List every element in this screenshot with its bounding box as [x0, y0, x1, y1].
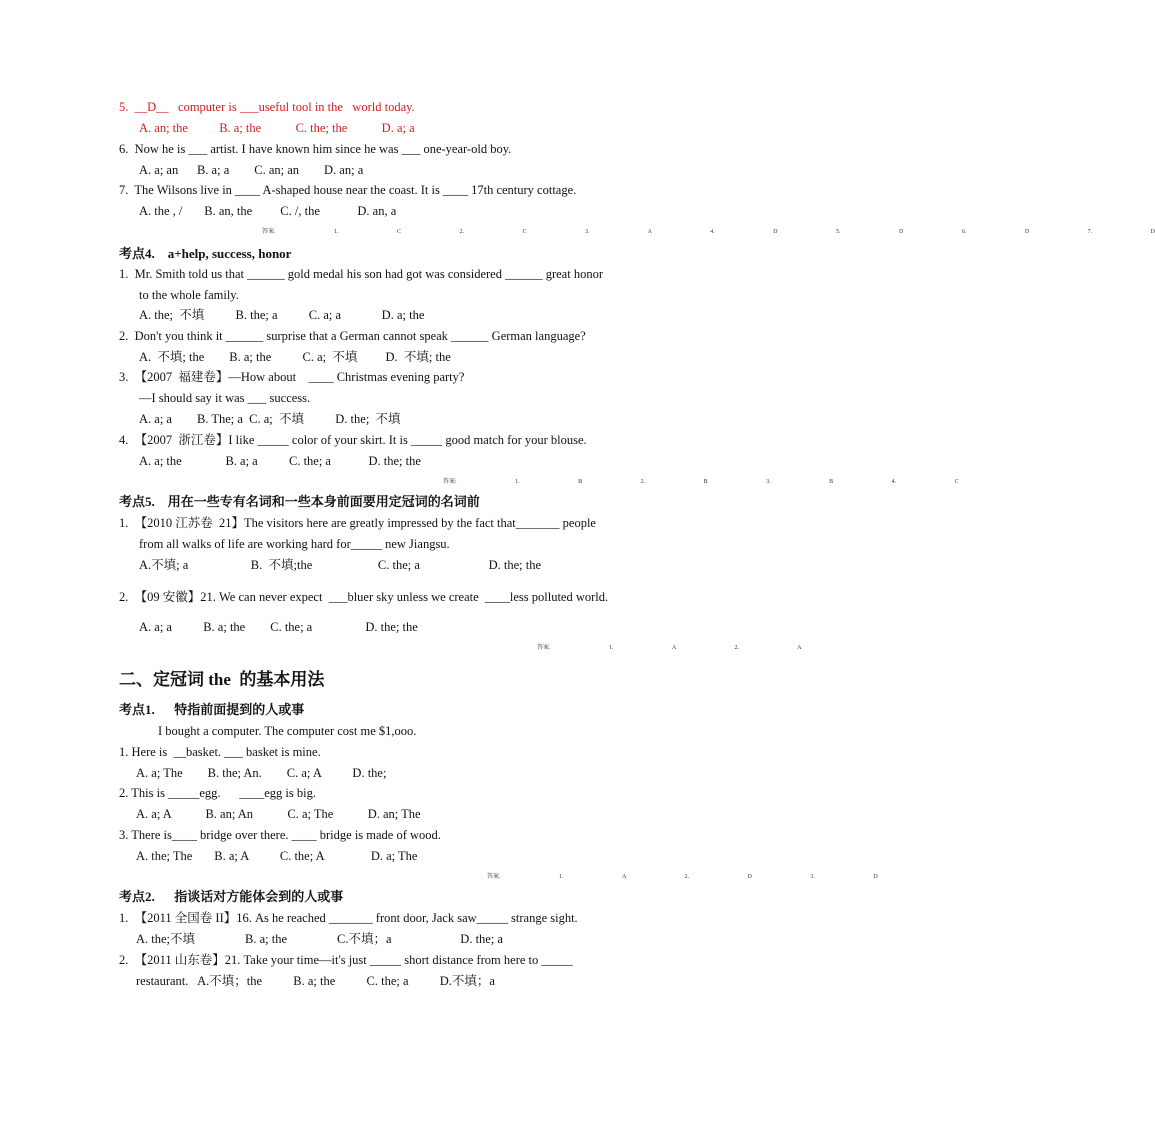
- answer-key: 答案. 1. A 2. A: [537, 645, 802, 651]
- topic-heading: 考点2. 指谈话对方能体会到的人或事: [119, 889, 344, 904]
- answer-key: 答案. 1. C 2. C 3. A 4. D 5. D 6. D 7. D: [262, 229, 1155, 235]
- topic-heading: 考点4. a+help, success, honor: [119, 246, 292, 261]
- text-line: 2. This is _____egg. ____egg is big.: [119, 786, 316, 800]
- text-line: A. an; the B. a; the C. the; the D. a; a: [139, 121, 415, 135]
- text-line: A.不填; a B. 不填;the C. the; a D. the; the: [139, 558, 542, 572]
- text-line: from all walks of life are working hard for_____ new Jiangsu.: [139, 537, 450, 551]
- text-line: 2. 【09 安徽】21. We can never expect ___bluer sky unless we create ____less polluted world.: [119, 590, 609, 604]
- text-line: A. a; The B. the; An. C. a; A D. the;: [136, 766, 387, 780]
- text-line: A. the;不填 B. a; the C.不填；a D. the; a: [136, 932, 503, 946]
- text-line: 1. 【2011 全国卷 II】16. As he reached _______ front door, Jack saw_____ strange sight.: [119, 911, 578, 925]
- text-line: A. a; a B. The; a C. a; 不填 D. the; 不填: [139, 412, 401, 426]
- section-heading: 二、定冠词 the 的基本用法: [119, 670, 325, 689]
- text-line: 5. __D__ computer is ___useful tool in the world today.: [119, 100, 415, 114]
- text-line: 1. 【2010 江苏卷 21】The visitors here are greatly impressed by the fact that_______ people: [119, 516, 596, 530]
- text-line: A. the; 不填 B. the; a C. a; a D. a; the: [139, 308, 425, 322]
- topic-heading: 考点5. 用在一些专有名词和一些本身前面要用定冠词的名词前: [119, 494, 480, 509]
- text-line: A. a; A B. an; An C. a; The D. an; The: [136, 807, 421, 821]
- text-line: A. the , / B. an, the C. /, the D. an, a: [139, 204, 397, 218]
- answer-key: 答案. 1. A 2. D 3. D: [487, 874, 878, 880]
- text-line: 1. Here is __basket. ___ basket is mine.: [119, 745, 321, 759]
- topic-heading: 考点1. 特指前面提到的人或事: [119, 702, 305, 717]
- text-line: 3. 【2007 福建卷】—How about ____ Christmas evening party?: [119, 370, 465, 384]
- text-line: A. the; The B. a; A C. the; A D. a; The: [136, 849, 418, 863]
- text-line: restaurant. A.不填；the B. a; the C. the; a D.不填；a: [136, 974, 495, 988]
- text-line: I bought a computer. The computer cost me $1,ooo.: [158, 724, 417, 738]
- text-line: A. a; the B. a; a C. the; a D. the; the: [139, 454, 421, 468]
- text-line: A. a; a B. a; the C. the; a D. the; the: [139, 620, 418, 634]
- text-line: —I should say it was ___ success.: [139, 391, 311, 405]
- text-line: to the whole family.: [139, 288, 239, 302]
- text-line: 4. 【2007 浙江卷】I like _____ color of your skirt. It is _____ good match for your blouse.: [119, 433, 587, 447]
- text-line: A. 不填; the B. a; the C. a; 不填 D. 不填; the: [139, 350, 451, 364]
- text-line: 3. There is____ bridge over there. ____ bridge is made of wood.: [119, 828, 441, 842]
- text-line: 2. 【2011 山东卷】21. Take your time—it's just _____ short distance from here to _____: [119, 953, 573, 967]
- text-line: 1. Mr. Smith told us that ______ gold medal his son had got was considered ______ great honor: [119, 267, 603, 281]
- text-line: A. a; an B. a; a C. an; an D. an; a: [139, 163, 364, 177]
- text-line: 6. Now he is ___ artist. I have known him since he was ___ one-year-old boy.: [119, 142, 512, 156]
- text-line: 2. Don't you think it ______ surprise that a German cannot speak ______ German language?: [119, 329, 586, 343]
- text-line: 7. The Wilsons live in ____ A-shaped house near the coast. It is ____ 17th century cottage.: [119, 183, 577, 197]
- answer-key: 答案: 1. B 2. B 3. B 4. C: [443, 479, 959, 485]
